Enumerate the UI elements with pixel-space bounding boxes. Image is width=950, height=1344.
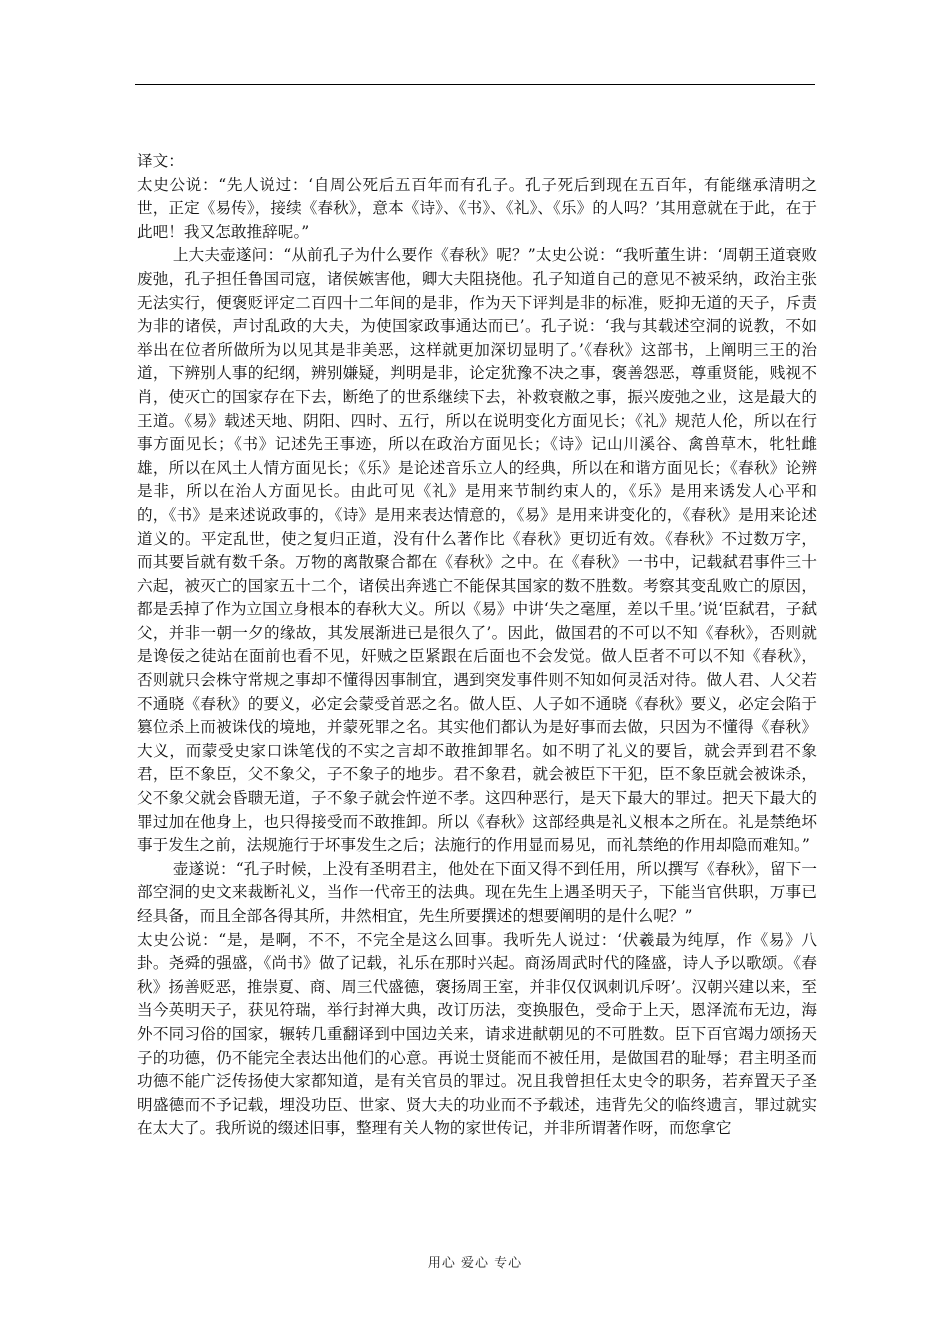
paragraph-2: 上大夫壶遂问：“从前孔子为什么要作《春秋》呢？”太史公说：“我听董生讲：‘周朝王道衰败废弛，孔子担任鲁国司寇，诸侯嫉害他，卿大夫阻挠他。孔子知道自己的意见不被采纳，政治主张无法实行，便褒贬评定二百四十二年间的是非，作为天下评判是非的标准，贬抑无道的天子，斥责为非的诸侯，声讨乱政的大夫，为使国家政事通达而已’。孔子说：‘我与其载述空洞的说教，不如举出在位者所做所为以见其是非美恶，这样就更加深切显明了。’《春秋》这部书，上阐明三王的治道，下辨别人事的纪纲，辨别嫌疑，判明是非，论定犹豫不决之事，褒善怨恶，尊重贤能，贱视不肖，使灭亡的国家存在下去，断绝了的世系继续下去，补救衰敝之事，振兴废弛之业，这是最大的王道。《易》载述天地、阴阳、四时、五行，所以在说明变化方面见长；《礼》规范人伦，所以在行事方面见长；《书》记述先王事迹，所以在政治方面见长；《诗》记山川溪谷、禽兽草木，牝牡雌雄，所以在风土人情方面见长；《乐》是论述音乐立人的经典，所以在和谐方面见长；《春秋》论辨是非，所以在治人方面见长。由此可见《礼》是用来节制约束人的，《乐》是用来诱发人心平和的，《书》是来述说政事的，《诗》是用来表达情意的，《易》是用来讲变化的，《春秋》是用来论述道义的。平定乱世，使之复归正道，没有什么著作比《春秋》更切近有效。《春秋》不过数万字，而其要旨就有数千条。万物的离散聚合都在《春秋》之中。在《春秋》一书中，记载弑君事件三十六起，被灭亡的国家五十二个，诸侯出奔逃亡不能保其国家的数不胜数。考察其变乱败亡的原因，都是丢掉了作为立国立身根本的春秋大义。所以《易》中讲‘失之毫厘，差以千里。’说‘臣弑君，子弑父，并非一朝一夕的缘故，其发展渐进已是很久了’。因此，做国君的不可以不知《春秋》，否则就是谗佞之徒站在面前也看不见，奸贼之臣紧跟在后面也不会发觉。做人臣者不可以不知《春秋》，否则就只会株守常规之事却不懂得因事制宜，遇到突发事件则不知如何灵活对待。做人君、人父若不通晓《春秋》的要义，必定会蒙受首恶之名。做人臣、人子如不通晓《春秋》要义，必定会陷于篡位杀上而被诛伐的境地，并蒙死罪之名。其实他们都认为是好事而去做，只因为不懂得《春秋》大义，而蒙受史家口诛笔伐的不实之言却不敢推卸罪名。如不明了礼义的要旨，就会弄到君不象君，臣不象臣，父不象父，子不象子的地步。君不象君，就会被臣下干犯，臣不象臣就会被诛杀，父不象父就会昏聩无道，子不象子就会忤逆不孝。这四种恶行，是天下最大的罪过。把天下最大的罪过加在他身上，也只得接受而不敢推卸。所以《春秋》这部经典是礼义根本之所在。礼是禁绝坏事于发生之前，法规施行于坏事发生之后；法施行的作用显而易见，而礼禁绝的作用却隐而难知。”	[137, 246, 817, 855]
paragraph-3: 壶遂说：“孔子时候，上没有圣明君主，他处在下面又得不到任用，所以撰写《春秋》，留下一部空洞的史文来裁断礼义，当作一代帝王的法典。现在先生上遇圣明天子，下能当官供职，万事已经具备，而且全部各得其所，井然相宜，先生所要撰述的想要阐明的是什么呢？”	[137, 859, 817, 925]
paragraph-4: 太史公说：“是，是啊，不不，不完全是这么回事。我听先人说过：‘伏羲最为纯厚，作《易》八卦。尧舜的强盛，《尚书》做了记载，礼乐在那时兴起。商汤周武时代的隆盛，诗人予以歌颂。《春秋》扬善贬恶，推崇夏、商、周三代盛德，褒扬周王室，并非仅仅讽刺讥斥呀’。汉朝兴建以来，至当今英明天子，获见符瑞，举行封禅大典，改订历法，变换服色，受命于上天，恩泽流布无边，海外不同习俗的国家，辗转几重翻译到中国边关来，请求进献朝见的不可胜数。臣下百官竭力颂扬天子的功德，仍不能完全表达出他们的心意。再说士贤能而不被任用，是做国君的耻辱；君主明圣而功德不能广泛传扬使大家都知道，是有关官员的罪过。况且我曾担任太史令的职务，若弃置天子圣明盛德而不予记载，埋没功臣、世家、贤大夫的功业而不予载述，违背先父的临终遗言，罪过就实在太大了。我所说的缀述旧事，整理有关人物的家世传记，并非所谓著作呀，而您拿它	[137, 930, 817, 1138]
paragraph-1: 太史公说：“先人说过：‘自周公死后五百年而有孔子。孔子死后到现在五百年，有能继承清明之世，正定《易传》，接续《春秋》，意本《诗》、《书》、《礼》、《乐》的人吗？’其用意就在于此，在于此吧！我又怎敢推辞呢。”	[137, 175, 817, 241]
header-rule	[135, 84, 815, 85]
section-heading: 译文：	[137, 152, 184, 170]
document-body	[137, 150, 817, 1141]
page-footer: 用心 爱心 专心	[427, 1256, 523, 1271]
